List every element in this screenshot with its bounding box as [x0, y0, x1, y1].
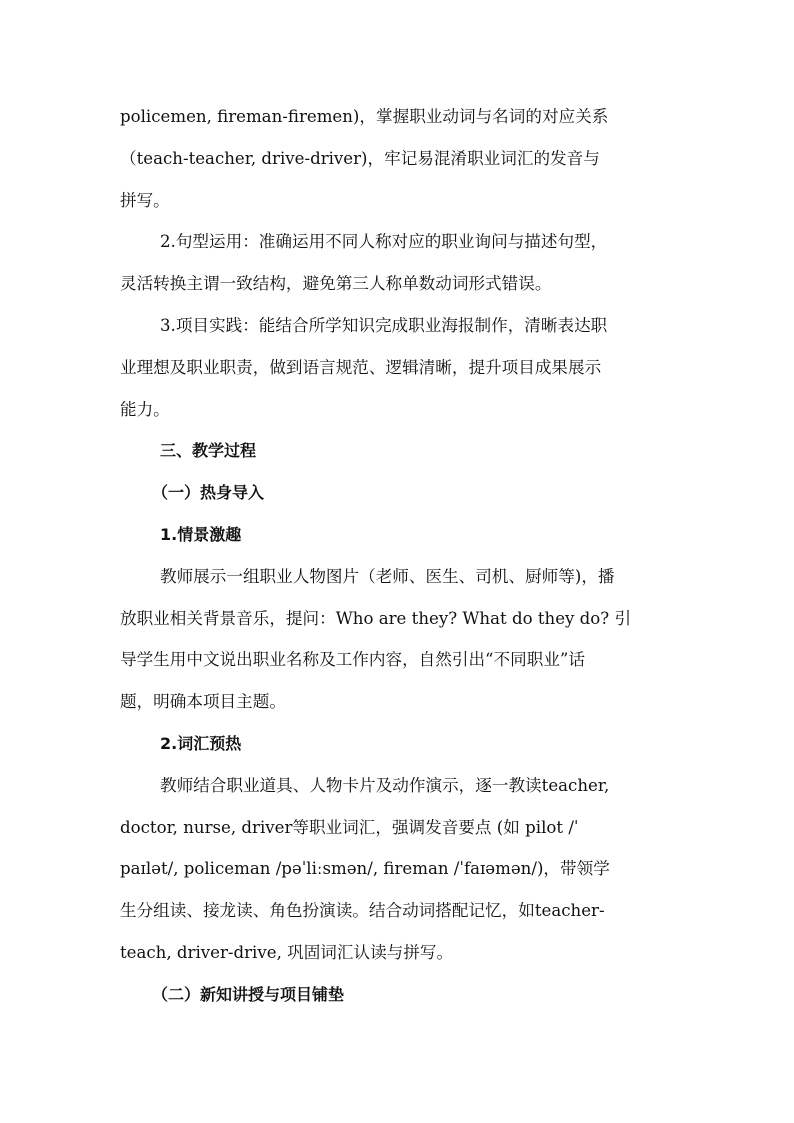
paragraph-line: 3.项目实践：能结合所学知识完成职业海报制作，清晰表达职: [160, 315, 608, 335]
paragraph-line: 导学生用中文说出职业名称及工作内容，自然引出“不同职业”话: [120, 650, 585, 670]
paragraph-line: 题，明确本项目主题。: [120, 692, 286, 712]
document-body: [120, 96, 680, 1016]
paragraph-line: policemen, fireman-firemen)，掌握职业动词与名词的对应关系: [120, 107, 609, 126]
paragraph-line: 灵活转换主谓一致结构，避免第三人称单数动词形式错误。: [120, 274, 552, 294]
topic-heading: 2.词汇预热: [160, 733, 242, 753]
paragraph-line: 放职业相关背景音乐，提问：Who are they? What do they do? 引: [120, 608, 632, 628]
paragraph-line: 生分组读、接龙读、角色扮演读。结合动词搭配记忆，如teacher-: [120, 901, 605, 921]
paragraph-line: 2.句型运用：准确运用不同人称对应的职业询问与描述句型，: [160, 232, 608, 252]
paragraph-line: 业理想及职业职责，做到语言规范、逻辑清晰，提升项目成果展示: [120, 357, 602, 377]
section-heading: 三、教学过程: [160, 441, 257, 461]
paragraph-line: （teach-teacher, drive-driver)，牢记易混淆职业词汇的发音与: [120, 148, 600, 168]
subsection-heading: （一）热身导入: [152, 483, 265, 503]
paragraph-line: 教师展示一组职业人物图片（老师、医生、司机、厨师等)，播: [160, 566, 615, 586]
topic-heading: 1.情景激趣: [160, 524, 242, 544]
paragraph-line: 教师结合职业道具、人物卡片及动作演示，逐一教读teacher,: [160, 775, 610, 795]
paragraph-line: teach, driver-drive, 巩固词汇认读与拼写。: [120, 942, 454, 962]
paragraph-line: doctor, nurse, driver等职业词汇，强调发音要点 (如 pilot /ˈ: [120, 817, 579, 837]
subsection-heading: （二）新知讲授与项目铺垫: [152, 984, 345, 1004]
paragraph-line: 能力。: [120, 399, 170, 419]
paragraph-line: 拼写。: [120, 190, 170, 210]
paragraph-line: paɪlət/, policeman /pəˈliːsmən/, fireman /ˈfaɪəmən/)，带领学: [120, 859, 610, 879]
